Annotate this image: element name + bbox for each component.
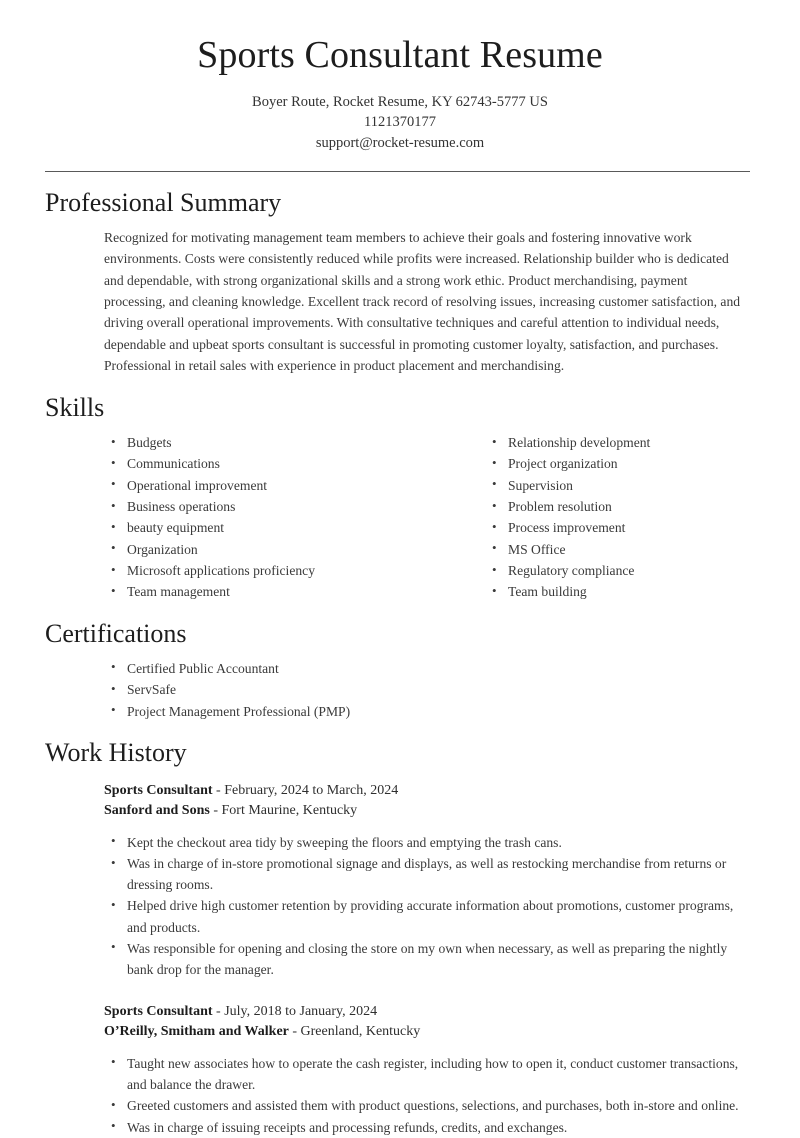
job-bullet-list <box>104 832 750 980</box>
skill-item: • Communications <box>104 453 427 474</box>
contact-email: support@rocket-resume.com <box>315 134 485 151</box>
skills-column-left <box>104 430 427 603</box>
work-history-body <box>45 772 750 1138</box>
job-company-line <box>104 1022 750 1042</box>
skill-item: • Microsoft applications proficiency <box>104 560 427 581</box>
job-location: - Fort Maurine, Kentucky <box>209 802 358 818</box>
contact-phone: 1121370177 <box>364 114 436 131</box>
skill-item: • MS Office <box>485 539 750 560</box>
resume-header <box>0 0 800 153</box>
section-certifications <box>45 603 750 722</box>
section-title-summary: Professional Summary <box>45 188 282 218</box>
job-bullet-item: • Was in charge of issuing receipts and processing refunds, credits, and exchanges. <box>104 1117 750 1138</box>
job-bullet-item: • Taught new associates how to operate the cash register, including how to open it, conduct customer transactions, and balance the drawer. <box>104 1053 750 1095</box>
job-bullet-list <box>104 1053 750 1138</box>
skill-item: • Regulatory compliance <box>485 560 750 581</box>
contact-address: Boyer Route, Rocket Resume, KY 62743-5777 US <box>252 93 548 110</box>
job-company: Sanford and Sons <box>104 802 210 818</box>
page-title: Sports Consultant Resume <box>197 34 603 76</box>
job-position: Sports Consultant <box>104 1004 213 1020</box>
section-title-certifications: Certifications <box>45 618 187 648</box>
certifications-body <box>45 653 750 722</box>
section-title-work-history: Work History <box>45 737 187 767</box>
job-company-line <box>104 801 750 821</box>
job-location: - Greenland, Kentucky <box>288 1024 421 1040</box>
skill-item: • Business operations <box>104 496 427 517</box>
skills-list-left <box>104 432 427 603</box>
section-work-history <box>45 722 750 1138</box>
skill-item: • Organization <box>104 539 427 560</box>
job-company: O’Reilly, Smitham and Walker <box>104 1024 289 1040</box>
job-position: Sports Consultant <box>104 783 213 799</box>
job-title-line <box>104 781 750 801</box>
skills-column-right <box>427 430 750 603</box>
job-bullet-item: • Was responsible for opening and closing the store on my own when necessary, as well as preparing the nightly bank drop for the manager. <box>104 938 750 980</box>
section-title-skills: Skills <box>45 392 105 422</box>
skill-item: • Operational improvement <box>104 475 427 496</box>
job-dates: - February, 2024 to March, 2024 <box>212 783 399 799</box>
skill-item: • Process improvement <box>485 517 750 538</box>
certification-item: • Certified Public Accountant <box>104 658 750 679</box>
job-bullets <box>104 821 750 980</box>
summary-body <box>45 227 750 377</box>
skill-item: • Team management <box>104 581 427 602</box>
certifications-list <box>104 658 750 722</box>
skills-list-right <box>485 432 750 603</box>
skills-columns <box>45 427 750 603</box>
skill-item: • beauty equipment <box>104 517 427 538</box>
job-bullet-item: • Helped drive high customer retention by providing accurate information about promotions, customer programs, and products. <box>104 895 750 937</box>
skill-item: • Budgets <box>104 432 427 453</box>
job-dates: - July, 2018 to January, 2024 <box>212 1004 378 1020</box>
certification-item: • ServSafe <box>104 679 750 700</box>
job-title-line <box>104 1002 750 1022</box>
skill-item: • Supervision <box>485 475 750 496</box>
skill-item: • Problem resolution <box>485 496 750 517</box>
job-bullet-item: • Greeted customers and assisted them with product questions, selections, and purchases, both in-store and online. <box>104 1095 750 1116</box>
work-history-entry <box>45 772 750 980</box>
section-skills <box>45 377 750 603</box>
work-history-entry <box>45 980 750 1138</box>
skill-item: • Relationship development <box>485 432 750 453</box>
job-bullets <box>104 1042 750 1138</box>
job-bullet-item: • Kept the checkout area tidy by sweeping the floors and emptying the trash cans. <box>104 832 750 853</box>
certification-item: • Project Management Professional (PMP) <box>104 701 750 722</box>
skill-item: • Project organization <box>485 453 750 474</box>
summary-text: Recognized for motivating management team members to achieve their goals and fostering innovative work environments. Costs were consistently reduced while profits were increased. Relationship builder who is dedicated and dependable, with strong organizational skills and a strong work ethic. Product merchandising, payment processing, and cleaning knowledge. Excellent track record of resolving issues, increasing customer satisfaction, and driving overall operational improvements. With consultative techniques and careful attention to individual needs, dependable and upbeat sports consultant is successful in promoting customer loyalty, satisfaction, and purchases. Professional in retail sales with experience in product placement and merchandising. <box>104 229 741 374</box>
job-bullet-item: • Was in charge of in-store promotional signage and displays, as well as restocking merchandise from returns or dressing rooms. <box>104 853 750 895</box>
skill-item: • Team building <box>485 581 750 602</box>
section-professional-summary <box>45 172 750 376</box>
